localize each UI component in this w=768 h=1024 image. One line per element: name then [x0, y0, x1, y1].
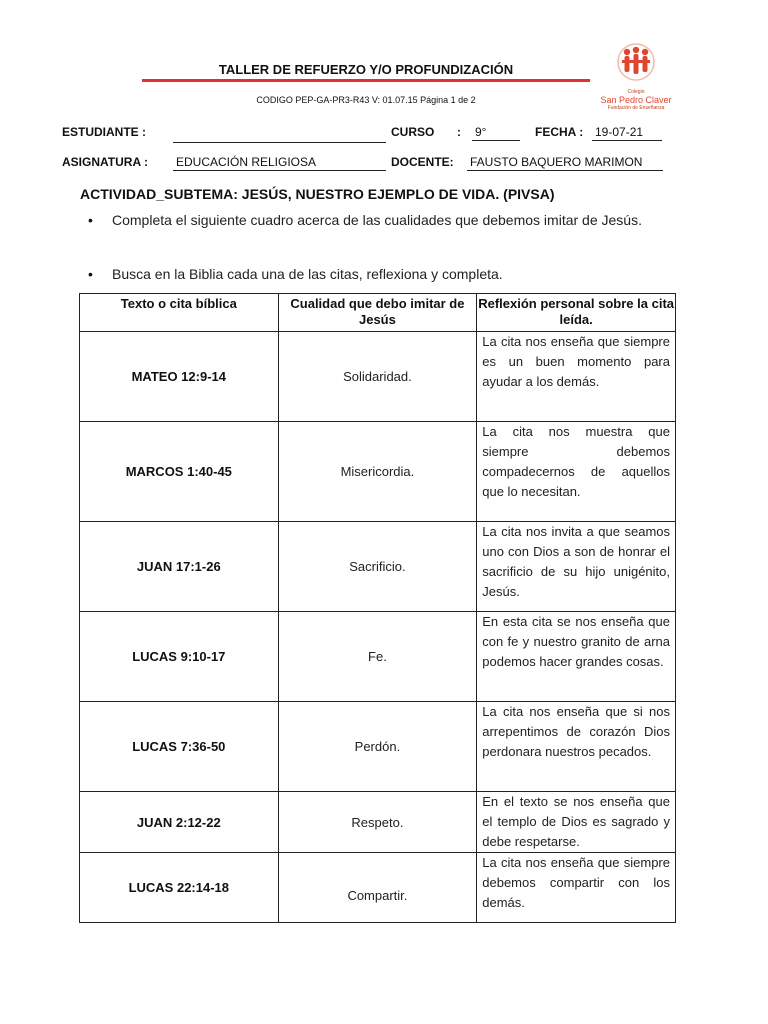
- cell-reflexion: La cita nos enseña que siempre debemos compartir con los demás.: [477, 853, 676, 923]
- header-cualidad: Cualidad que debo imitar de Jesús: [278, 294, 477, 332]
- cell-reflexion: En el texto se nos enseña que el templo de Dios es sagrado y debe respetarse.: [477, 792, 676, 853]
- cell-cita: LUCAS 9:10-17: [80, 612, 279, 702]
- curso-field: 9°: [472, 125, 520, 141]
- qualities-table: [79, 293, 676, 923]
- table-row: [80, 702, 676, 792]
- cell-cualidad: Respeto.: [278, 792, 477, 853]
- instruction-item: Busca en la Biblia cada una de las citas, reflexiona y completa.: [112, 266, 503, 282]
- cell-cualidad: Sacrificio.: [278, 522, 477, 612]
- fecha-label: FECHA :: [535, 125, 584, 139]
- cell-cita: JUAN 17:1-26: [80, 522, 279, 612]
- asignatura-field: EDUCACIÓN RELIGIOSA: [173, 155, 386, 171]
- table-row: [80, 792, 676, 853]
- cell-cita: LUCAS 22:14-18: [80, 853, 279, 923]
- curso-colon: :: [457, 125, 461, 139]
- logo-figures-icon: [616, 40, 656, 84]
- docente-field: FAUSTO BAQUERO MARIMON: [467, 155, 663, 171]
- cell-reflexion: La cita nos invita a que seamos uno con Dios a son de honrar el sacrificio de su hijo unigénito, Jesús.: [477, 522, 676, 612]
- cell-cualidad: Misericordia.: [278, 422, 477, 522]
- table-row: [80, 612, 676, 702]
- curso-label: CURSO: [391, 125, 435, 139]
- school-logo: [598, 40, 674, 111]
- cell-cualidad: Compartir.: [278, 853, 477, 923]
- cell-reflexion: La cita nos enseña que siempre es un buen momento para ayudar a los demás.: [477, 332, 676, 422]
- cell-reflexion: La cita nos enseña que si nos arrepentimos de corazón Dios perdonara nuestros pecados.: [477, 702, 676, 792]
- cell-reflexion: La cita nos muestra que siempre debemos compadecernos de aquellos que lo necesitan.: [477, 422, 676, 522]
- table-header-row: [80, 294, 676, 332]
- cell-cualidad: Solidaridad.: [278, 332, 477, 422]
- estudiante-label: ESTUDIANTE :: [62, 125, 146, 139]
- fecha-field: 19-07-21: [592, 125, 662, 141]
- logo-text: San Pedro Claver: [600, 95, 672, 105]
- cell-reflexion: En esta cita se nos enseña que con fe y nuestro granito de arna podemos hacer grandes cosas.: [477, 612, 676, 702]
- table-row: [80, 332, 676, 422]
- cell-cita: MATEO 12:9-14: [80, 332, 279, 422]
- logo-subtext: Fundación de Enseñanza: [607, 105, 665, 111]
- logo-top-text: Colegio: [627, 89, 645, 95]
- document-title: TALLER DE REFUERZO Y/O PROFUNDIZACIÓN: [218, 62, 514, 77]
- table-row: [80, 422, 676, 522]
- table-row: [80, 522, 676, 612]
- bullet-icon: •: [88, 266, 93, 282]
- table-row: [80, 853, 676, 923]
- instruction-item: Completa el siguiente cuadro acerca de las cualidades que debemos imitar de Jesús.: [112, 212, 642, 228]
- cell-cita: MARCOS 1:40-45: [80, 422, 279, 522]
- asignatura-label: ASIGNATURA :: [62, 155, 148, 169]
- cell-cualidad: Perdón.: [278, 702, 477, 792]
- cell-cualidad: Fe.: [278, 612, 477, 702]
- title-underline: [142, 79, 590, 82]
- docente-label: DOCENTE:: [391, 155, 454, 169]
- header-cita: Texto o cita bíblica: [80, 294, 279, 332]
- activity-heading: ACTIVIDAD_SUBTEMA: JESÚS, NUESTRO EJEMPLO DE VIDA. (PIVSA): [80, 186, 555, 202]
- cell-cita: JUAN 2:12-22: [80, 792, 279, 853]
- cell-cita: LUCAS 7:36-50: [80, 702, 279, 792]
- header-reflexion: Reflexión personal sobre la cita leída.: [477, 294, 676, 332]
- estudiante-field: [173, 127, 386, 143]
- document-code: CODIGO PEP-GA-PR3-R43 V: 01.07.15 Página 1 de 2: [256, 95, 476, 105]
- bullet-icon: •: [88, 212, 93, 228]
